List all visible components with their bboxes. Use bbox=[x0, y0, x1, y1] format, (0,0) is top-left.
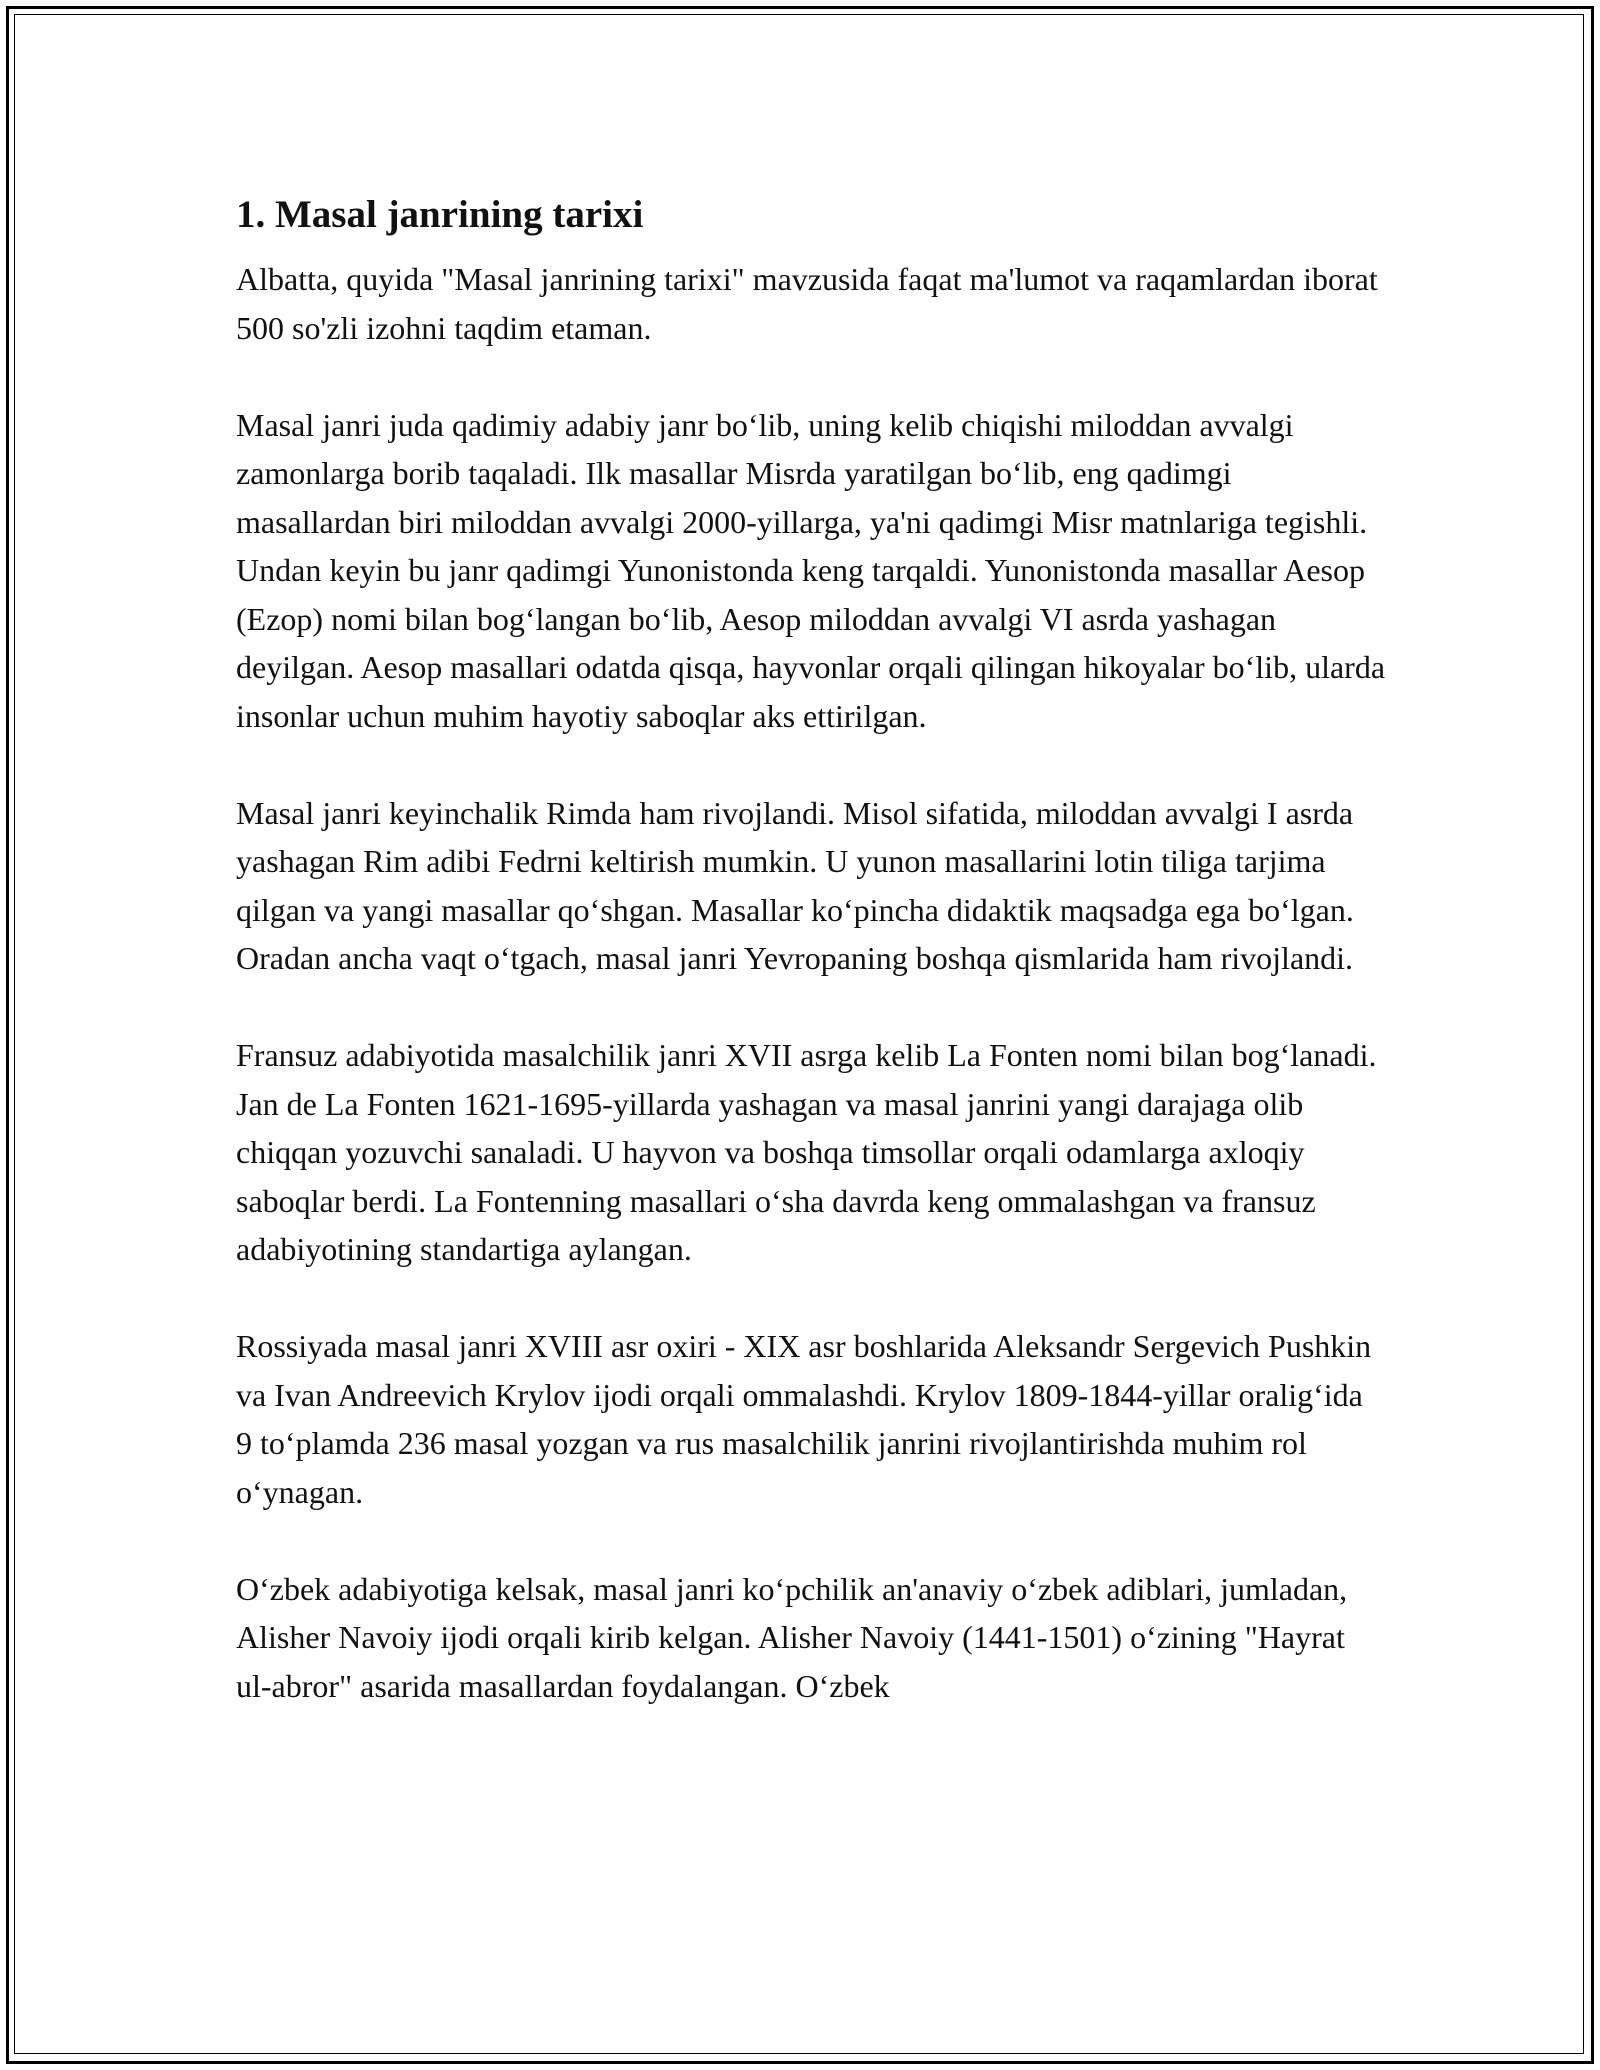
paragraph-origins: Masal janri juda qadimiy adabiy janr bo‘lib, uning kelib chiqishi miloddan avvalgi zamonlarga borib taqaladi. Ilk masallar Misrda yaratilgan bo‘lib, eng qadimgi masallardan biri miloddan avvalgi 2000-yillarga, ya'ni qadimgi Misr matnlariga tegishli. Undan keyin bu janr qadimgi Yunonistonda keng tarqaldi. Yunonistonda masallar Aesop (Ezop) nomi bilan bog‘langan bo‘lib, Aesop miloddan avvalgi VI asrda yashagan deyilgan. Aesop masallari odatda qisqa, hayvonlar orqali qilingan hikoyalar bo‘lib, ularda insonlar uchun muhim hayotiy saboqlar aks ettirilgan. bbox=[236, 406, 1386, 734]
paragraph-russia: Rossiyada masal janri XVIII asr oxiri - XIX asr boshlarida Aleksandr Sergevich Pushkin va Ivan Andreevich Krylov ijodi orqali ommalashdi. Krylov 1809-1844-yillar oralig‘ida 9 to‘plamda 236 masal yozgan va rus masalchilik janrini rivojlantirishda muhim rol o‘ynagan. bbox=[236, 1328, 1372, 1510]
section-heading: 1. Masal janrining tarixi bbox=[236, 193, 644, 236]
paragraph-uzbek: O‘zbek adabiyotiga kelsak, masal janri ko‘pchilik an'anaviy o‘zbek adiblari, jumladan, Alisher Navoiy ijodi orqali kirib kelgan. Alisher Navoiy (1441-1501) o‘zining "Hayrat ul-abror" asarida masallardan foydalangan. O‘zbek bbox=[236, 1570, 1348, 1704]
paragraph-intro: Albatta, quyida "Masal janrining tarixi" mavzusida faqat ma'lumot va raqamlardan iborat 500 so'zli izohni taqdim etaman. bbox=[236, 261, 1378, 346]
paragraph-rome: Masal janri keyinchalik Rimda ham rivojlandi. Misol sifatida, miloddan avvalgi I asrda yashagan Rim adibi Fedrni keltirish mumkin. U yunon masallarini lotin tiliga tarjima qilgan va yangi masallar qo‘shgan. Masallar ko‘pincha didaktik maqsadga ega bo‘lgan. Oradan ancha vaqt o‘tgach, masal janri Yevropaning boshqa qismlarida ham rivojlandi. bbox=[236, 794, 1354, 976]
paragraph-france: Fransuz adabiyotida masalchilik janri XVII asrga kelib La Fonten nomi bilan bog‘lanadi. Jan de La Fonten 1621-1695-yillarda yashagan va masal janrini yangi darajaga olib chiqqan yozuvchi sanaladi. U hayvon va boshqa timsollar orqali odamlarga axloqiy saboqlar berdi. La Fontenning masallari o‘sha davrda keng ommalashgan va fransuz adabiyotining standartiga aylangan. bbox=[236, 1037, 1377, 1267]
document-body bbox=[236, 185, 1386, 1710]
